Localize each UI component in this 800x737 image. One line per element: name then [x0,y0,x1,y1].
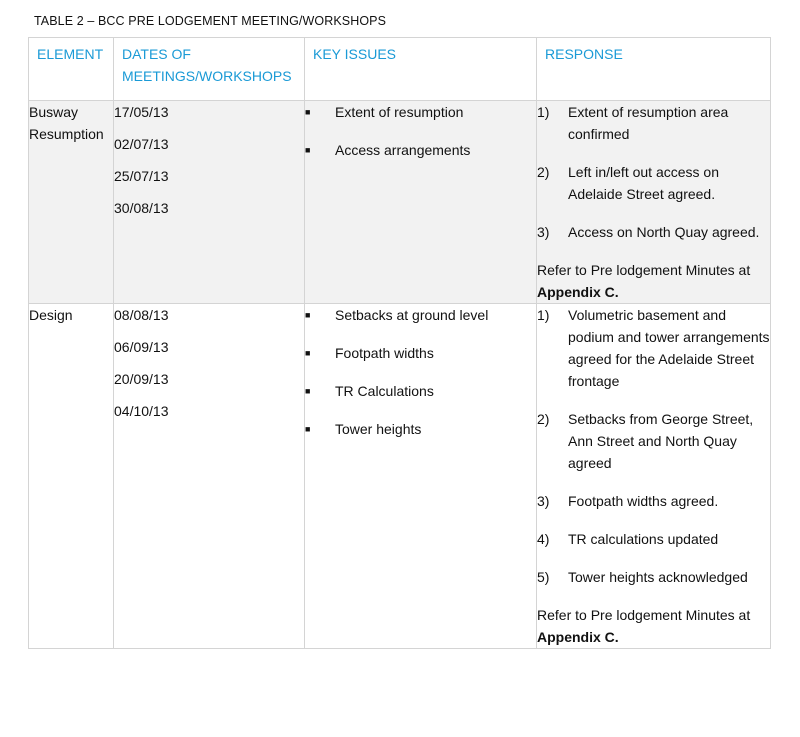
response-number: 3) [537,493,550,509]
response-text: Left in/left out access on Adelaide Street agreed. [568,164,719,202]
square-bullet-icon: ■ [305,424,311,434]
table-row-design [29,304,771,649]
response-item [537,566,770,588]
key-issues-cell [305,101,537,304]
meeting-date: 30/08/13 [114,200,169,216]
issue-text: Tower heights [335,421,422,437]
appendix-reference: Appendix C. [537,629,619,645]
meetings-table [28,37,771,649]
issue-item [305,342,536,364]
meeting-date: 04/10/13 [114,403,169,419]
meeting-date: 20/09/13 [114,371,169,387]
response-text: Footpath widths agreed. [568,493,719,509]
appendix-reference: Appendix C. [537,284,619,300]
response-text: Volumetric basement and podium and tower arrangements agreed for the Adelaide Street frontage [568,307,770,389]
square-bullet-icon: ■ [305,107,311,117]
table-row-busway [29,101,771,304]
issue-text: Extent of resumption [335,104,464,120]
response-item [537,221,770,243]
issue-item [305,304,536,326]
response-item [537,528,770,550]
header-element: ELEMENT [29,38,114,101]
issue-text: Footpath widths [335,345,434,361]
response-number: 2) [537,164,550,180]
meeting-date: 02/07/13 [114,136,169,152]
header-dates: DATES OF MEETINGS/WORKSHOPS [114,38,305,101]
meeting-date: 17/05/13 [114,104,169,120]
issue-item [305,418,536,440]
response-text: TR calculations updated [568,531,719,547]
meeting-date: 25/07/13 [114,168,169,184]
response-number: 4) [537,531,550,547]
issue-item [305,380,536,402]
header-row [29,38,771,101]
response-cell [537,304,771,649]
meeting-date: 06/09/13 [114,339,169,355]
response-number: 2) [537,411,550,427]
issue-text: Setbacks at ground level [335,307,489,323]
response-text: Access on North Quay agreed. [568,224,760,240]
response-item [537,101,770,145]
square-bullet-icon: ■ [305,310,311,320]
reference-text: Refer to Pre lodgement Minutes at [537,262,751,278]
element-cell [29,101,114,304]
element-label: Busway Resumption [29,104,104,142]
response-number: 1) [537,307,550,323]
issue-item [305,101,536,123]
response-cell [537,101,771,304]
table-caption: TABLE 2 – BCC PRE LODGEMENT MEETING/WORKSHOPS [34,14,387,28]
response-item [537,304,770,392]
response-item [537,490,770,512]
minutes-reference [537,604,770,648]
header-key-issues: KEY ISSUES [305,38,537,101]
square-bullet-icon: ■ [305,348,311,358]
response-number: 3) [537,224,550,240]
reference-text: Refer to Pre lodgement Minutes at [537,607,751,623]
square-bullet-icon: ■ [305,145,311,155]
issue-item [305,139,536,161]
meeting-date: 08/08/13 [114,307,169,323]
element-cell [29,304,114,649]
header-response: RESPONSE [537,38,771,101]
response-item [537,161,770,205]
element-label: Design [29,307,73,323]
square-bullet-icon: ■ [305,386,311,396]
response-item [537,408,770,474]
dates-cell [114,101,305,304]
response-number: 5) [537,569,550,585]
response-text: Tower heights acknowledged [568,569,748,585]
response-text: Extent of resumption area confirmed [568,104,729,142]
key-issues-cell [305,304,537,649]
minutes-reference [537,259,770,303]
dates-cell [114,304,305,649]
response-number: 1) [537,104,550,120]
response-text: Setbacks from George Street, Ann Street and North Quay agreed [568,411,754,471]
issue-text: TR Calculations [335,383,434,399]
issue-text: Access arrangements [335,142,471,158]
